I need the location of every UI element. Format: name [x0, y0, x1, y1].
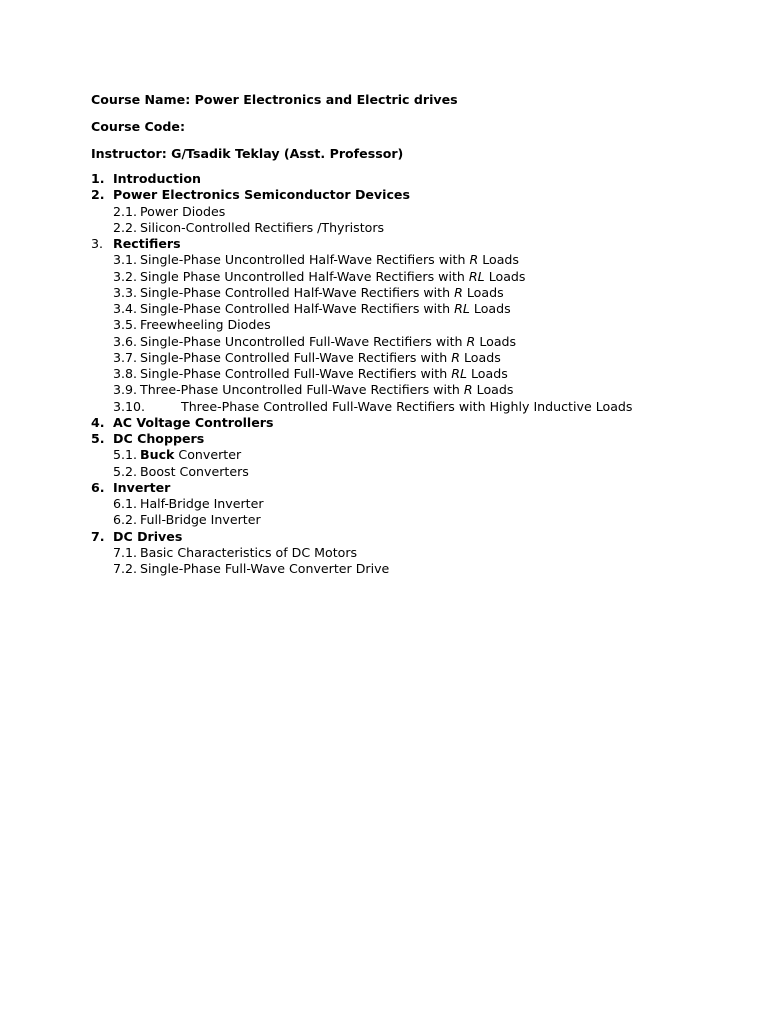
outline-subitem: [0, 301, 768, 317]
course-code: Course Code:: [91, 119, 185, 134]
item-title: Freewheeling Diodes: [140, 317, 271, 333]
item-number: 2.: [91, 187, 105, 203]
outline-subitem: [0, 512, 768, 528]
outline-item: [0, 480, 768, 496]
item-number: 3.: [91, 236, 104, 251]
item-title: AC Voltage Controllers: [113, 414, 274, 430]
item-number: 6.2.: [113, 512, 138, 528]
item-number: 5.1.: [113, 447, 138, 463]
load-variable: R: [463, 382, 473, 398]
item-title: Single-Phase Controlled Full-Wave Rectifiers with R Loads: [140, 349, 501, 365]
outline-subitem: [0, 382, 768, 398]
load-variable: RL: [468, 268, 485, 284]
item-number: 3.9.: [113, 382, 138, 398]
item-title: Power Diodes: [140, 203, 226, 219]
item-title: Half-Bridge Inverter: [140, 496, 264, 511]
item-number: 5.: [91, 431, 105, 446]
item-number: 2.1.: [113, 203, 138, 219]
item-title: Full-Bridge Inverter: [140, 512, 261, 528]
item-title: Silicon-Controlled Rectifiers /Thyristors: [140, 219, 385, 235]
item-number: 7.1.: [113, 544, 138, 560]
item-title: Boost Converters: [140, 463, 249, 479]
load-variable: R: [469, 252, 479, 268]
item-number: 6.1.: [113, 496, 138, 511]
item-number: 7.: [91, 528, 105, 544]
item-title: Rectifiers: [113, 236, 181, 251]
item-title: Basic Characteristics of DC Motors: [140, 544, 358, 560]
item-title: Introduction: [113, 171, 201, 186]
outline-subitem: [0, 545, 768, 561]
load-variable: R: [466, 333, 476, 349]
item-number: 3.5.: [113, 317, 138, 333]
outline-subitem: [0, 334, 768, 350]
outline-subitem: [0, 317, 768, 333]
item-number: 5.2.: [113, 463, 138, 479]
outline-subitem: [0, 252, 768, 268]
outline-subitem: [0, 496, 768, 512]
item-title: Single-Phase Controlled Full-Wave Rectifiers with RL Loads: [140, 366, 508, 381]
item-number: 3.6.: [113, 333, 138, 349]
item-number: 4.: [91, 414, 105, 430]
outline-subitem: [0, 366, 768, 382]
outline-item: [0, 529, 768, 545]
item-number: 7.2.: [113, 561, 138, 576]
item-title: Three-Phase Uncontrolled Full-Wave Rectifiers with R Loads: [140, 382, 514, 398]
outline-subitem: [0, 269, 768, 285]
item-number: 3.4.: [113, 301, 138, 316]
item-title: Single Phase Uncontrolled Half-Wave Rectifiers with RL Loads: [140, 268, 526, 284]
item-title: Power Electronics Semiconductor Devices: [113, 187, 410, 203]
item-number: 2.2.: [113, 219, 138, 235]
item-number: 3.8.: [113, 366, 138, 381]
item-title: DC Drives: [113, 528, 183, 544]
item-number: 6.: [91, 479, 105, 495]
outline-subitem: [0, 447, 768, 463]
outline-subitem: [0, 204, 768, 220]
outline-item: [0, 431, 768, 447]
outline-item: [0, 187, 768, 203]
outline-subitem: [0, 561, 768, 577]
outline-subitem: [0, 399, 768, 415]
item-title: DC Choppers: [113, 431, 205, 446]
outline-item: [0, 236, 768, 252]
item-number: 3.7.: [113, 349, 138, 365]
item-title: Single-Phase Controlled Half-Wave Rectifiers with R Loads: [140, 284, 504, 300]
item-title: Three-Phase Controlled Full-Wave Rectifiers with Highly Inductive Loads: [181, 398, 633, 414]
item-number: 3.2.: [113, 268, 138, 284]
item-title: Inverter: [113, 479, 171, 495]
outline-subitem: [0, 220, 768, 236]
item-title: Single-Phase Controlled Half-Wave Rectifiers with RL Loads: [140, 301, 511, 316]
item-number: 3.1.: [113, 252, 138, 268]
outline-subitem: [0, 464, 768, 480]
item-number: 1.: [91, 171, 105, 186]
item-number: 3.10.: [113, 398, 146, 414]
load-variable: R: [454, 284, 463, 300]
load-variable: RL: [454, 301, 470, 316]
item-title: Buck Converter: [140, 447, 242, 463]
load-variable: RL: [451, 366, 467, 381]
load-variable: R: [451, 349, 460, 365]
item-title: Single-Phase Uncontrolled Half-Wave Rectifiers with R Loads: [140, 252, 519, 268]
course-name: Course Name: Power Electronics and Electric drives: [91, 92, 458, 107]
instructor: Instructor: G/Tsadik Teklay (Asst. Professor): [91, 146, 404, 161]
outline-item: [0, 171, 768, 187]
buck-word: Buck: [140, 447, 175, 463]
item-number: 3.3.: [113, 284, 138, 300]
outline-item: [0, 415, 768, 431]
outline-subitem: [0, 350, 768, 366]
item-title: Single-Phase Full-Wave Converter Drive: [140, 561, 390, 576]
course-outline: [0, 171, 768, 577]
outline-subitem: [0, 285, 768, 301]
item-title: Single-Phase Uncontrolled Full-Wave Rectifiers with R Loads: [140, 333, 517, 349]
